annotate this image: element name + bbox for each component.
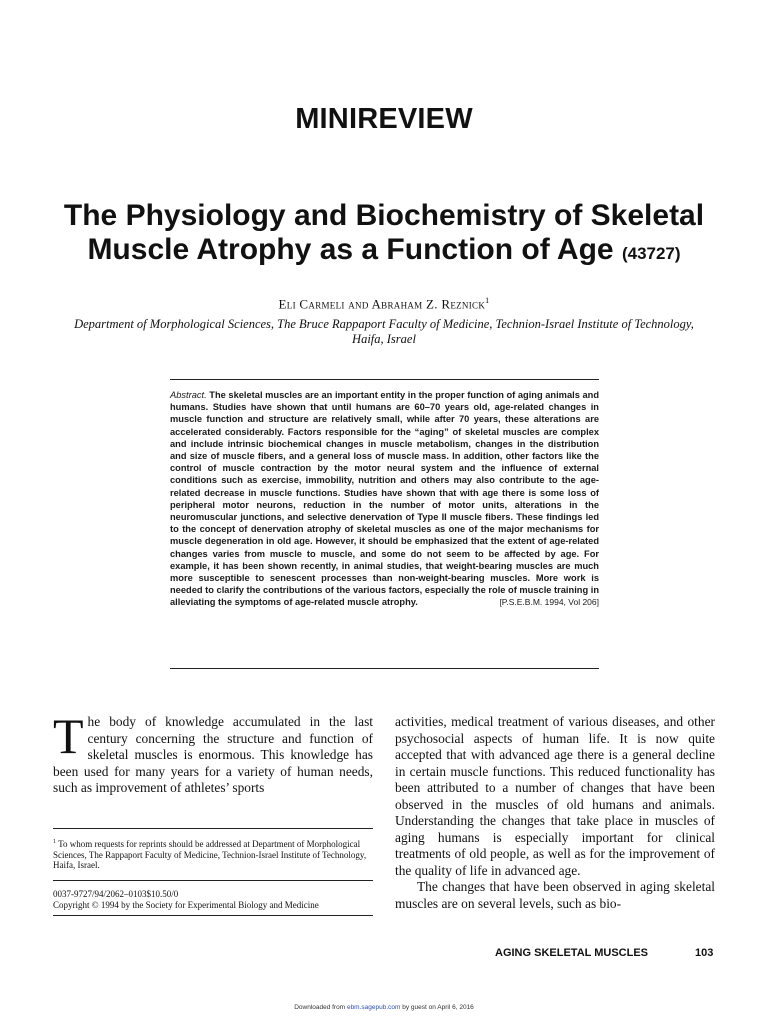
body-paragraph-right-1: activities, medical treatment of various diseases, and other psychosocial aspects of human life. It is now quite accepted that with advanced age there is a general decline in certain muscle functions. This reduced functionality has been attributed to a number of changes that have been observed in the muscles of old humans and animals. Understanding the changes that take place in muscles of aging humans is especially important for clinical treatments of old people, as well as for the improvement of the quality of life in advanced age. xyxy=(395,714,715,878)
abstract xyxy=(170,389,599,609)
copyright-block xyxy=(53,889,373,910)
body-paragraph-right-2: The changes that have been observed in aging skeletal muscles are on several levels, such as bio- xyxy=(395,879,715,911)
download-suffix: by guest on April 6, 2016 xyxy=(402,1004,474,1011)
body-paragraph-left: he body of knowledge accumulated in the last century concerning the structure and function of skeletal muscles is enormous. This knowledge has been used for many years for a variety of human needs, such as improvement of athletes’ sports xyxy=(53,714,373,795)
author-footnote-mark: 1 xyxy=(485,296,490,305)
body-column-right xyxy=(395,714,715,912)
author-list xyxy=(0,296,768,312)
paper-title-text: The Physiology and Biochemistry of Skeletal Muscle Atrophy as a Function of Age xyxy=(63,199,705,266)
copyright-top-rule xyxy=(53,880,373,881)
drop-cap: T xyxy=(53,708,84,764)
abstract-top-rule xyxy=(170,379,599,380)
article-code: 0037-9727/94/2062–0103$10.50/0 xyxy=(53,889,179,899)
copyright-bottom-rule xyxy=(53,915,373,916)
download-link[interactable]: ebm.sagepub.com xyxy=(346,1004,401,1011)
body-column-left xyxy=(53,708,373,797)
abstract-lead: Abstract. xyxy=(170,390,207,400)
affiliation: Department of Morphological Sciences, The Bruce Rappaport Faculty of Medicine, Technion-Israel Institute of Technology, Haifa, Israel xyxy=(74,317,694,346)
page-number: 103 xyxy=(695,947,714,959)
download-notice xyxy=(0,1004,768,1011)
footnote-text: To whom requests for reprints should be addressed at Department of Morphological Sciences, The Rappaport Faculty of Medicine, Technion-Israel Institute of Technology, Haifa, Israel. xyxy=(53,839,367,870)
paper-reference-number: (43727) xyxy=(621,244,681,263)
running-head: AGING SKELETAL MUSCLES xyxy=(495,947,648,959)
footnote xyxy=(53,837,373,871)
abstract-text: The skeletal muscles are an important entity in the proper function of aging animals and humans. Studies have shown that until humans are 60–70 years old, age-related changes in muscle function and structure are relatively small, while after 70 years, these alterations are accelerated considerably. Factors responsible for the “aging” of skeletal muscles are complex and include intrinsic biochemical changes in muscle metabolism, changes in the distribution and size of muscle fibers, and a general loss of muscle mass. In addition, other factors like the control of muscle contraction by the motor neural system and the influence of external conditions such as exercise, immobility, nutrition and others may also contribute to the age-related decrease in muscle functions. Studies have shown that with age there is some loss of peripheral motor neurons, reduction in the number of motor units, alterations in the neuromuscular junctions, and selective denervation of Type II muscle fibers. These findings led to the concept of denervation atrophy of skeletal muscles as one of the major mechanisms for muscle degeneration in old age. However, it should be emphasized that the extent of age-related changes varies from muscle to muscle, and some do not seem to be affected by age. For example, it has been shown recently, in animal studies, that weight-bearing muscles are much more susceptible to senescent processes than non-weight-bearing muscles. More work is needed to clarify the contributions of the various factors, especially the role of muscle training in alleviating the symptoms of age-related muscle atrophy. xyxy=(170,390,599,608)
abstract-bottom-rule xyxy=(170,668,599,669)
abstract-citation: [P.S.E.B.M. 1994, Vol 206] xyxy=(499,597,599,608)
author-names: Eli Carmeli and Abraham Z. Reznick xyxy=(278,296,486,312)
paper-title xyxy=(60,199,708,271)
section-heading: MINIREVIEW xyxy=(295,103,473,135)
footnote-rule xyxy=(53,828,373,829)
download-prefix: Downloaded from xyxy=(294,1004,346,1011)
copyright-line: Copyright © 1994 by the Society for Experimental Biology and Medicine xyxy=(53,899,319,910)
footnote-mark: 1 xyxy=(53,839,56,845)
